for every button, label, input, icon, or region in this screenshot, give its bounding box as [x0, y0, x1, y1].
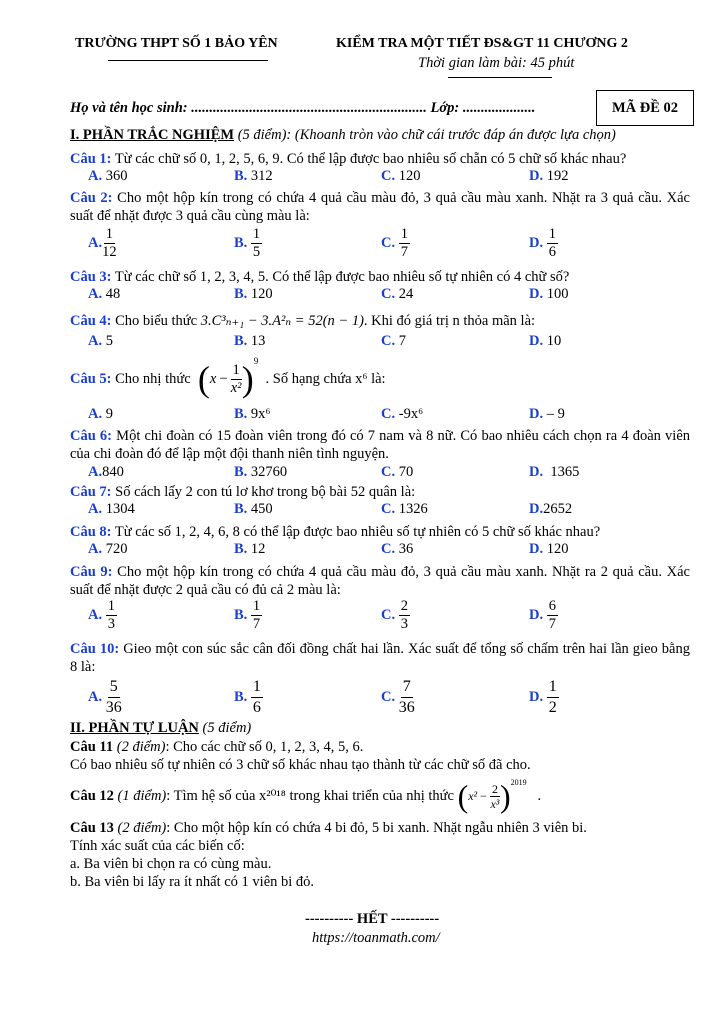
option-d[interactable]: D. 192	[529, 168, 569, 184]
left-paren: (	[197, 359, 210, 399]
question-9	[70, 563, 690, 599]
option-d[interactable]: D.2652	[529, 501, 573, 517]
option-c[interactable]: C. 36	[381, 541, 414, 557]
formula-exponent: 2019	[510, 778, 527, 787]
school-name: TRƯỜNG THPT SỐ 1 BẢO YÊN	[75, 36, 278, 51]
question-10	[70, 640, 690, 676]
question-4	[70, 312, 690, 330]
option-c[interactable]: C. 1326	[381, 501, 428, 517]
formula-minus: −	[480, 788, 487, 803]
option-c[interactable]: C. $\frac{2}{3}$	[381, 598, 408, 632]
question-7-options	[86, 501, 706, 521]
question-9-options	[86, 598, 706, 634]
right-paren: )	[241, 359, 254, 399]
option-c[interactable]: C. 24	[381, 286, 414, 302]
question-text: Gieo một con súc sắc cân đối đồng chất hai lần. Xác suất để tổng số chấm trên hai lần gieo bằng 8 là:	[70, 641, 690, 675]
question-text: Từ các số 1, 2, 4, 6, 8 có thể lập được bao nhiêu số tự nhiên có 5 chữ số khác nhau?	[114, 524, 601, 540]
question-11	[70, 739, 363, 756]
option-d[interactable]: D. $\frac{1}{2}$	[529, 678, 557, 716]
question-label: Câu 13	[70, 820, 114, 836]
question-2	[70, 189, 690, 225]
question-1-options	[86, 168, 706, 188]
part2-heading	[70, 720, 251, 737]
option-c[interactable]: C. 120	[381, 168, 421, 184]
right-paren: )	[499, 778, 511, 814]
part1-heading	[70, 127, 616, 144]
question-text-end: . Số hạng chứa x⁶ là:	[265, 370, 386, 387]
question-13-part-a: a. Ba viên bi chọn ra có cùng màu.	[70, 856, 272, 872]
formula-minus: −	[219, 370, 228, 387]
option-c[interactable]: C. 7	[381, 333, 406, 349]
school-underline	[108, 60, 268, 61]
question-7	[70, 483, 690, 501]
question-label: Câu 5:	[70, 370, 112, 387]
question-6-options	[86, 464, 706, 484]
question-text: : Cho các chữ số 0, 1, 2, 3, 4, 5, 6.	[165, 739, 364, 755]
option-a[interactable]: A. 5	[88, 333, 113, 349]
question-label: Câu 12	[70, 787, 114, 804]
option-a[interactable]: A. $\frac{1}{12}$	[88, 226, 117, 260]
question-3	[70, 268, 690, 286]
option-b[interactable]: B. $\frac{1}{5}$	[234, 226, 261, 260]
part1-instruction: (Khoanh tròn vào chữ cái trước đáp án được lựa chọn)	[294, 127, 616, 143]
question-text: Cho một hộp kín trong có chứa 4 quả cầu màu đỏ, 3 quả cầu màu xanh. Nhặt ra 3 quả cầu. Xác suất để nhặt được 3 quả cầu cùng màu là:	[70, 190, 690, 224]
formula-x2: x²	[468, 788, 478, 803]
student-info-line: Họ và tên học sinh: ................................................................. Lớp: ....................	[70, 100, 536, 116]
question-1	[70, 150, 690, 168]
question-points: (2 điểm)	[116, 739, 166, 755]
question-label: Câu 10:	[70, 641, 120, 657]
question-label: Câu 6:	[70, 428, 113, 444]
part2-points: (5 điểm)	[202, 720, 252, 736]
question-3-options	[86, 286, 706, 306]
question-11-line2: Có bao nhiêu số tự nhiên có 3 chữ số khác nhau tạo thành từ các chữ số đã cho.	[70, 757, 531, 773]
time-underline	[448, 77, 552, 78]
question-text: Cho một hộp kín trong có chứa 4 quả cầu màu đỏ, 3 quả cầu màu xanh. Nhặt ra 2 quả cầu. Xác suất để nhặt được 2 quả cầu có đủ cả 2 màu là:	[70, 564, 690, 598]
option-d[interactable]: D. 10	[529, 333, 562, 349]
question-13-part-b: b. Ba viên bi lấy ra ít nhất có 1 viên bi đỏ.	[70, 874, 315, 890]
option-a[interactable]: A. 1304	[88, 501, 135, 517]
question-5-options	[86, 406, 706, 426]
option-c[interactable]: C. 70	[381, 464, 414, 480]
option-b[interactable]: B. 12	[234, 541, 266, 557]
question-label: Câu 2:	[70, 190, 113, 206]
option-b[interactable]: B. 9x⁶	[234, 406, 271, 422]
question-2-options	[86, 226, 706, 262]
question-13-line2: Tính xác suất của các biến cố:	[70, 838, 245, 854]
question-label: Câu 1:	[70, 151, 112, 167]
formula-x: x	[209, 370, 217, 387]
option-d[interactable]: D. – 9	[529, 406, 565, 422]
question-8-options	[86, 541, 706, 561]
option-a[interactable]: A. 360	[88, 168, 128, 184]
option-b[interactable]: B. 32760	[234, 464, 288, 480]
question-4-options	[86, 333, 706, 353]
question-label: Câu 4:	[70, 313, 112, 329]
question-6	[70, 427, 690, 463]
option-c[interactable]: C. -9x⁶	[381, 406, 424, 422]
question-label: Câu 8:	[70, 524, 112, 540]
formula-exponent: 9	[253, 356, 259, 366]
left-paren: (	[457, 778, 469, 814]
question-label: Câu 7:	[70, 484, 112, 500]
option-a[interactable]: A. $\frac{5}{36}$	[88, 678, 122, 716]
question-text: : Cho một hộp kín có chứa 4 bi đỏ, 5 bi xanh. Nhặt ngẫu nhiên 3 viên bi.	[166, 820, 587, 836]
question-points: (1 điểm)	[117, 787, 167, 804]
question-13	[70, 820, 587, 837]
question-5	[70, 356, 386, 402]
part1-title: I. PHẦN TRẮC NGHIỆM	[70, 127, 235, 143]
question-text: Từ các chữ số 1, 2, 3, 4, 5. Có thể lập được bao nhiêu số tự nhiên có 4 chữ số?	[114, 269, 570, 285]
option-b[interactable]: B. $\frac{1}{7}$	[234, 598, 261, 632]
formula-fraction: $\frac{2}{\text{x³}}$	[490, 781, 500, 811]
option-b[interactable]: B. $\frac{1}{6}$	[234, 678, 261, 716]
question-text-end: . Khi đó giá trị n thỏa mãn là:	[363, 313, 536, 329]
exam-code: MÃ ĐỀ 02	[611, 99, 679, 116]
exam-title: KIỂM TRA MỘT TIẾT ĐS&GT 11 CHƯƠNG 2	[336, 36, 628, 51]
option-d[interactable]: D. $\frac{1}{6}$	[529, 226, 556, 260]
question-text: Từ các chữ số 0, 1, 2, 5, 6, 9. Có thể lập được bao nhiêu số chẵn có 5 chữ số khác nhau?	[114, 151, 627, 167]
option-b[interactable]: B. 450	[234, 501, 273, 517]
question-10-options	[86, 677, 706, 719]
option-b[interactable]: B. 312	[234, 168, 273, 184]
source-url[interactable]: https://toanmath.com/	[312, 930, 440, 946]
option-d[interactable]: D. 120	[529, 541, 569, 557]
option-d[interactable]: D. 1365	[529, 464, 580, 480]
exam-code-box	[596, 90, 694, 126]
option-c[interactable]: C. $\frac{1}{7}$	[381, 226, 408, 260]
option-a[interactable]: A. 720	[88, 541, 128, 557]
question-text: Số cách lấy 2 con tú lơ khơ trong bộ bài 52 quân là:	[115, 484, 416, 500]
question-12	[70, 778, 541, 814]
question-8	[70, 523, 690, 541]
end-marker: ---------- HẾT ----------	[305, 911, 440, 927]
exam-time: Thời gian làm bài: 45 phút	[418, 55, 575, 71]
part2-title: II. PHẦN TỰ LUẬN	[70, 720, 199, 736]
option-b[interactable]: B. 13	[234, 333, 266, 349]
question-text: Một chi đoàn có 15 đoàn viên trong đó có 7 nam và 8 nữ. Có bao nhiêu cách chọn ra 4 đoàn viên của chi đoàn đó để lập một đội thanh niên tình nguyện.	[70, 428, 690, 462]
question-label: Câu 9:	[70, 564, 113, 580]
option-d[interactable]: D. 100	[529, 286, 569, 302]
question-points: (2 điểm)	[117, 820, 167, 836]
question-label: Câu 11	[70, 739, 114, 755]
question-text: : Tìm hệ số của x²⁰¹⁸ trong khai triển của nhị thức	[166, 787, 454, 804]
formula: 3.C³ₙ₊₁ − 3.A²ₙ = 52(n − 1)	[200, 313, 364, 329]
formula-fraction: $\frac{1}{\text{x²}}$	[230, 361, 242, 396]
question-text: Cho biểu thức	[115, 313, 198, 329]
option-a[interactable]: A. $\frac{1}{3}$	[88, 598, 115, 632]
option-c[interactable]: C. $\frac{7}{36}$	[381, 678, 415, 716]
part1-points: (5 điểm):	[237, 127, 292, 143]
option-b[interactable]: B. 120	[234, 286, 273, 302]
option-a[interactable]: A. 9	[88, 406, 113, 422]
option-d[interactable]: D. $\frac{6}{7}$	[529, 598, 556, 632]
question-text: Cho nhị thức	[115, 370, 191, 387]
option-a[interactable]: A. 48	[88, 286, 121, 302]
question-label: Câu 3:	[70, 269, 112, 285]
question-end: .	[537, 787, 542, 804]
option-a[interactable]: A.840	[88, 464, 124, 480]
